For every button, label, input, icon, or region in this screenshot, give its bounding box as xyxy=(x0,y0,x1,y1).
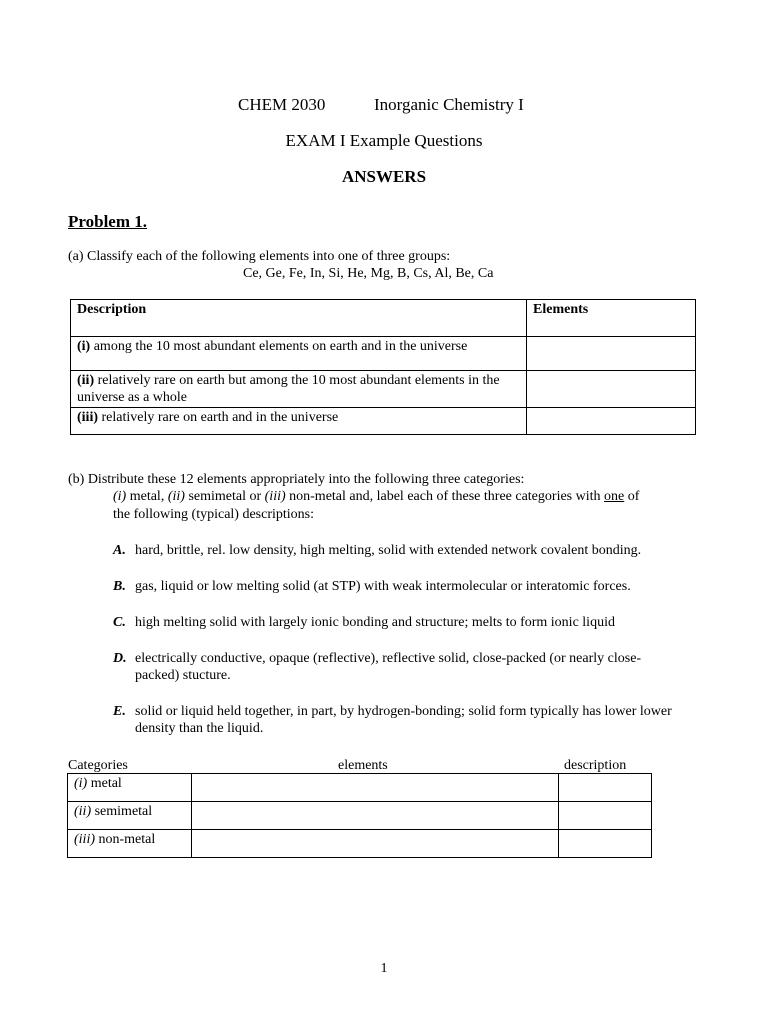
table-row xyxy=(71,408,696,435)
course-code: CHEM 2030 xyxy=(238,95,326,114)
exam-title: EXAM I Example Questions xyxy=(285,131,483,150)
table-header-row xyxy=(71,300,696,337)
categories-table xyxy=(67,773,652,858)
col-header-description: Description xyxy=(71,300,527,337)
row-description xyxy=(71,337,527,371)
option-e xyxy=(113,703,683,737)
cat-ii-text: semimetal or xyxy=(184,489,265,504)
option-label: B. xyxy=(113,579,126,594)
option-text: high melting solid with largely ionic bonding and structure; melts to form ionic liquid xyxy=(135,615,615,630)
course-title: Inorganic Chemistry I xyxy=(374,95,524,114)
option-a xyxy=(113,542,703,559)
elements-list: Ce, Ge, Fe, In, Si, He, Mg, B, Cs, Al, Be, Ca xyxy=(243,266,494,281)
option-text: hard, brittle, rel. low density, high melting, solid with extended network covalent bonding. xyxy=(135,543,642,558)
elements-cell[interactable] xyxy=(192,802,559,830)
category-num: (i) xyxy=(74,776,88,791)
category-name: metal xyxy=(87,776,122,791)
row-elements-cell[interactable] xyxy=(527,337,696,371)
col-header-description: description xyxy=(564,758,627,773)
classification-table xyxy=(70,299,696,435)
row-text: relatively rare on earth but among the 10 most abundant elements in the universe as a whole xyxy=(77,373,500,405)
cat-iii-label: (iii) xyxy=(264,489,286,504)
description-cell[interactable] xyxy=(559,802,652,830)
col-header-categories: Categories xyxy=(68,758,128,773)
description-cell[interactable] xyxy=(559,774,652,802)
option-text: solid or liquid held together, in part, by hydrogen-bonding; solid form typically has lower lower density than the liquid. xyxy=(135,704,672,736)
row-elements-cell[interactable] xyxy=(527,371,696,408)
category-num: (iii) xyxy=(74,832,95,847)
row-label: (i) xyxy=(77,339,91,354)
one-underlined: one xyxy=(604,489,625,504)
table-row xyxy=(68,830,652,858)
cat-i-text: metal, xyxy=(126,489,168,504)
table-row xyxy=(68,802,652,830)
option-label: C. xyxy=(113,615,126,630)
category-cell xyxy=(68,802,192,830)
option-text: electrically conductive, opaque (reflective), reflective solid, close-packed (or nearly close-packed) stucture. xyxy=(135,651,642,683)
col-header-elements: elements xyxy=(338,758,388,773)
col-header-elements: Elements xyxy=(527,300,696,337)
cat-iii-text: non-metal and, label each of these three categories with xyxy=(285,489,605,504)
option-b xyxy=(113,578,703,595)
part-b-categories-line xyxy=(113,488,713,505)
row-elements-cell[interactable] xyxy=(527,408,696,435)
option-d xyxy=(113,650,683,684)
option-text: gas, liquid or low melting solid (at STP) with weak intermolecular or interatomic forces. xyxy=(135,579,631,594)
elements-cell[interactable] xyxy=(192,774,559,802)
row-label: (ii) xyxy=(77,373,95,388)
cat-ii-label: (ii) xyxy=(167,489,185,504)
category-name: semimetal xyxy=(91,804,153,819)
part-a-intro: (a) Classify each of the following elements into one of three groups: xyxy=(68,249,451,264)
cat-i-label: (i) xyxy=(113,489,127,504)
row-description xyxy=(71,408,527,435)
category-cell xyxy=(68,774,192,802)
answers-heading: ANSWERS xyxy=(341,167,427,186)
description-cell[interactable] xyxy=(559,830,652,858)
problem-heading: Problem 1. xyxy=(68,212,148,231)
page-number: 1 xyxy=(380,961,388,976)
option-label: E. xyxy=(113,704,126,719)
part-b-descriptions-line: the following (typical) descriptions: xyxy=(113,507,315,522)
table-row xyxy=(68,774,652,802)
category-num: (ii) xyxy=(74,804,92,819)
part-b-intro: (b) Distribute these 12 elements appropriately into the following three categories: xyxy=(68,472,525,487)
row-description xyxy=(71,371,527,408)
elements-cell[interactable] xyxy=(192,830,559,858)
option-label: A. xyxy=(113,543,126,558)
row-label: (iii) xyxy=(77,410,98,425)
category-cell xyxy=(68,830,192,858)
option-c xyxy=(113,614,703,631)
table-row xyxy=(71,371,696,408)
row-text: relatively rare on earth and in the universe xyxy=(101,410,339,425)
table-row xyxy=(71,337,696,371)
of-text: of xyxy=(624,489,640,504)
option-label: D. xyxy=(113,651,127,666)
row-text: among the 10 most abundant elements on earth and in the universe xyxy=(93,339,468,354)
category-name: non-metal xyxy=(95,832,156,847)
